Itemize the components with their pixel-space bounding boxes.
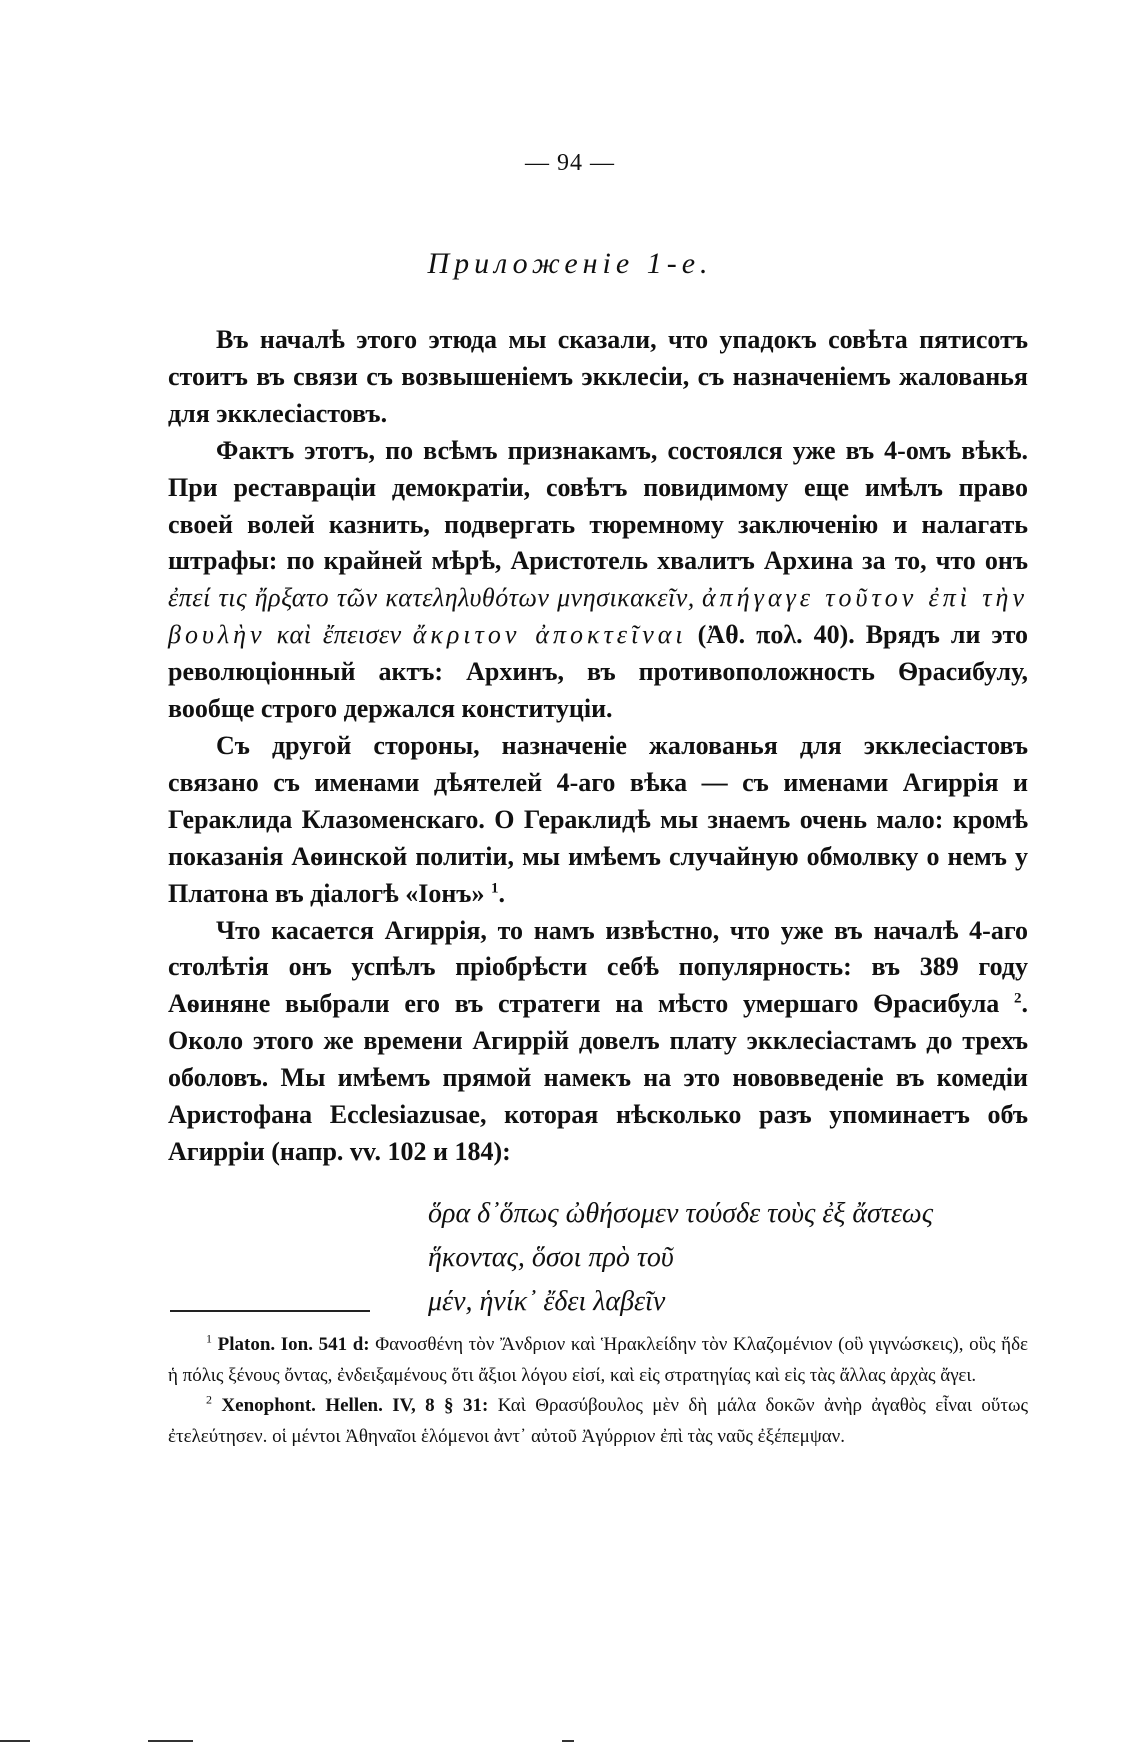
appendix-title: Приложеніе 1-е.	[427, 247, 713, 280]
verse-line: ἥκοντας, ὅσοι πρὸ τοῦ	[428, 1242, 674, 1273]
scan-mark	[0, 1740, 30, 1742]
paragraph-4	[168, 913, 1028, 1171]
footnote-ref-1[interactable]: 1	[490, 879, 499, 896]
paragraph-3-text: Съ другой стороны, назначеніе жалованья для экклесіастовъ связано съ именами дѣятелей 4-аго вѣка — съ именами Агиррія и Гераклида Клазоменскаго. О Гераклидѣ мы знаемъ очень мало: кромѣ показанія Аѳинской политіи, мы имѣемъ случайную обмолвку о немъ у Платона въ діалогѣ «Іонъ»	[168, 730, 1028, 908]
footnote-divider	[170, 1310, 370, 1312]
main-text	[168, 322, 1028, 1171]
citation-ath-pol: (Ἀθ. πολ. 40).	[697, 620, 855, 650]
paragraph-1: Въ началѣ этого этюда мы сказали, что упадокъ совѣта пятисотъ стоитъ въ связи съ возвышеніемъ экклесіи, съ назначеніемъ жалованья для экклесіастовъ.	[168, 325, 1028, 428]
paragraph-2-text-2: Врядъ ли это революціонный актъ: Архинъ, въ противоположность Ѳрасибулу, вообще строго держался конституціи.	[168, 620, 1029, 724]
paragraph-4-text-1: Что касается Агиррія, то намъ извѣстно, что уже въ началѣ 4-аго столѣтія онъ успѣлъ пріобрѣсти себѣ популярность: въ 389 году Аѳиняне выбрали его въ стратеги на мѣсто умершаго Ѳрасибула	[168, 915, 1028, 1019]
paragraph-3-end: .	[498, 878, 505, 908]
footnote-2	[168, 1391, 1028, 1452]
verse-line: μέν, ἡνίκ᾽ ἔδει λαβεῖν	[428, 1286, 666, 1317]
greek-verse-quote	[428, 1192, 1028, 1324]
footnote-1	[168, 1330, 1028, 1391]
greek-quote-1: ἐπεί τις ἤρξατο τῶν κατεληλυθότων μνησικακεῖν,	[168, 583, 695, 613]
footnote-mark: 1	[206, 1331, 212, 1346]
paragraph-2	[168, 433, 1028, 728]
page-number: — 94 —	[525, 150, 615, 176]
footnote-ref-2[interactable]: 2	[1014, 990, 1022, 1007]
paragraph-2-text-1: Фактъ этотъ, по всѣмъ признакамъ, состоялся уже въ 4-омъ вѣкѣ. При реставраціи демократіи, совѣтъ повидимому еще имѣлъ право своей волей казнить, подвергать тюремному заключенію и налагать штрафы: по крайней мѣрѣ, Аристотель хвалитъ Архина за то, что онъ	[168, 435, 1028, 576]
footnote-text: Καὶ Θρασύβουλος μὲν δὴ μάλα δοκῶν ἀνὴρ ἀγαθὸς εἶναι οὕτως ἐτελεύτησεν. οἱ μέντοι Ἀθηναῖοι ἑλόμενοι ἀντ᾽ αὐτοῦ Ἀγύρριον ἐπὶ τὰς ναῦς ἐξέπεμψαν.	[168, 1395, 1028, 1447]
greek-quote-2: ἀπήγαγε τοῦτον ἐπὶ τὴν βουλὴν	[168, 583, 1028, 650]
footnotes	[168, 1330, 1028, 1452]
footnote-mark: 2	[206, 1392, 212, 1407]
footnote-text: Φανοσθένη τὸν Ἄνδριον καὶ Ἡρακλείδην τὸν Κλαζομένιον (οὓ γιγνώσκεις), οὓς ἥδε ἡ πόλις ξένους ὄντας, ἐνδειξαμένους ὅτι ἄξιοι λόγου εἰσί, καὶ εἰς στρατηγίας καὶ εἰς τὰς ἄλλας ἀρχὰς ἄγει.	[168, 1334, 1029, 1386]
greek-quote-4: ἄκριτον ἀποκτεῖναι	[412, 620, 687, 650]
paragraph-3	[168, 728, 1028, 913]
scan-edge-marks	[0, 1740, 1140, 1746]
footnote-source: Xenophont. Hellen. IV, 8 § 31:	[221, 1395, 489, 1416]
footnote-source: Platon. Ion. 541 d:	[217, 1334, 370, 1355]
paragraph-4-text-2: . Около этого же времени Агиррій довелъ плату экклесіастамъ до трехъ оболовъ. Мы имѣемъ прямой намекъ на это нововведеніе въ комедіи Аристофана Ecclesiazusae, которая нѣсколько разъ упоминаетъ объ Агирріи (напр. vv. 102 и 184):	[168, 989, 1029, 1166]
scan-mark	[148, 1740, 193, 1742]
scan-mark	[562, 1740, 574, 1742]
greek-quote-3: καὶ ἔπεισεν	[276, 620, 402, 650]
verse-line: ὅρα δ᾽ὅπως ὠθήσομεν τούσδε τοὺς ἐξ ἄστεως	[428, 1198, 934, 1229]
